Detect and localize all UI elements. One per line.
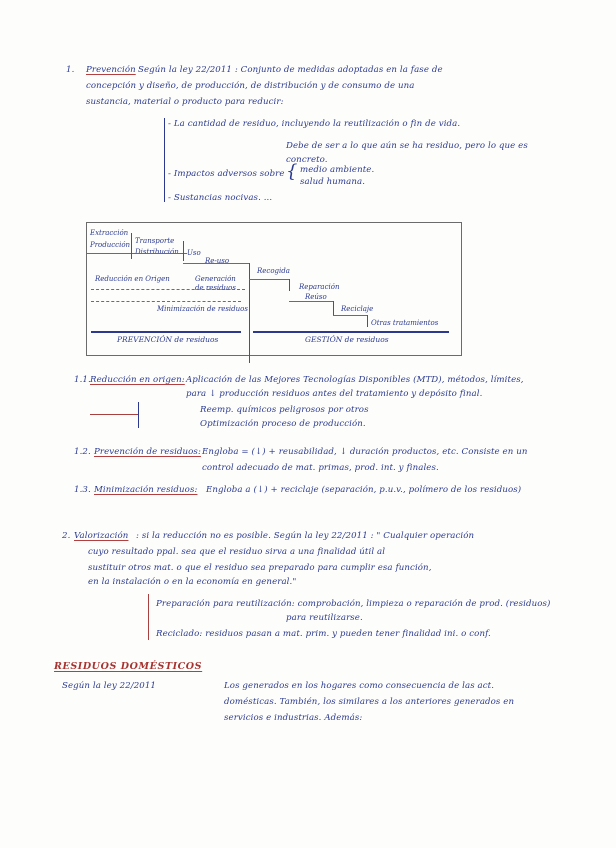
diagram-step-2v bbox=[333, 301, 334, 315]
diagram-label-distribucion: Distribución bbox=[135, 248, 179, 256]
section-3-line-1: Los generados en los hogares como consecuencia de las act. bbox=[224, 681, 495, 691]
section-2-line-1: : si la reducción no es posible. Según la ley 22/2011 : " Cualquier operación bbox=[136, 531, 475, 541]
section-2-bullet-1: Preparación para reutilización: comprobación, limpieza o reparación de prod. (residuos) bbox=[156, 599, 551, 609]
diagram-label-residuos: de residuos bbox=[195, 284, 236, 292]
section-1-3-number: 1.3. bbox=[74, 485, 91, 495]
section-2-number: 2. bbox=[62, 531, 71, 541]
diagram-row-line-1 bbox=[87, 253, 187, 254]
diagram-label-gestion: GESTIÓN de residuos bbox=[305, 335, 389, 344]
section-1-1-line-2: para ↓ producción residuos antes del tratamiento y depósito final. bbox=[186, 389, 483, 399]
section-3-line-3: servicios e industrias. Además: bbox=[224, 713, 363, 723]
diagram-prevention-arrow bbox=[91, 331, 241, 333]
section-1-3-title: Minimización residuos: bbox=[94, 485, 198, 495]
section-1-1-bullet-1: Reemp. químicos peligrosos por otros bbox=[200, 405, 369, 415]
section-1-1-title: Reducción en origen: bbox=[90, 375, 185, 385]
section-3-title: RESIDUOS DOMÉSTICOS bbox=[54, 661, 203, 672]
section-2-line-3: sustituir otros mat. o que el residuo sea preparado para cumplir esa función, bbox=[88, 563, 432, 573]
diagram-label-reduccion: Reducción en Origen bbox=[95, 275, 170, 283]
section-1-1-bullet-2: Optimización proceso de producción. bbox=[200, 419, 366, 429]
diagram-label-minimizacion: Minimización de residuos bbox=[157, 305, 248, 313]
diagram-label-extraccion: Extracción bbox=[90, 229, 129, 237]
section-1-impact-2: salud humana. bbox=[300, 177, 366, 187]
diagram-label-reparacion: Reparación bbox=[299, 283, 340, 291]
diagram-row-line-2 bbox=[183, 263, 249, 264]
diagram-label-uso: Uso bbox=[187, 249, 201, 257]
diagram-label-reciclaje: Reciclaje bbox=[341, 305, 374, 313]
section-1-1-line-1: Aplicación de las Mejores Tecnologías Disponibles (MTD), métodos, límites, bbox=[186, 375, 524, 385]
section-1-2-line-2: control adecuado de mat. primas, prod. int. y finales. bbox=[202, 463, 439, 473]
waste-flow-diagram bbox=[86, 222, 462, 356]
section-1-impact-1: medio ambiente. bbox=[300, 165, 375, 175]
section-1-bullet-2: - Impactos adversos sobre bbox=[168, 169, 285, 179]
section-1-note-2: concreto. bbox=[286, 155, 328, 165]
section-1-2-number: 1.2. bbox=[74, 447, 91, 457]
section-3-ref: Según la ley 22/2011 bbox=[62, 681, 157, 691]
diagram-label-reuso-2: Reúso bbox=[305, 293, 327, 301]
diagram-step-3 bbox=[333, 315, 367, 316]
diagram-divider-2 bbox=[183, 241, 184, 261]
diagram-management-arrow bbox=[253, 331, 449, 333]
section-1-2-line-1: Engloba = (↓) + reusabilidad, ↓ duración productos, etc. Consiste en un bbox=[202, 447, 528, 457]
diagram-label-otros: Otras tratamientos bbox=[371, 319, 439, 327]
diagram-minimization-arrow bbox=[91, 301, 241, 302]
section-1-note-1: Debe de ser a lo que aún se ha residuo, pero lo que es bbox=[286, 141, 528, 151]
section-1-3-line-1: Engloba a (↓) + reciclaje (separación, p.u.v., polímero de los residuos) bbox=[206, 485, 522, 495]
section-1-line-3: sustancia, material o producto para reducir: bbox=[86, 97, 284, 107]
section-1-line-2: concepción y diseño, de producción, de distribución y de consumo de una bbox=[86, 81, 415, 91]
diagram-step-1v bbox=[289, 279, 290, 291]
bracket-line bbox=[164, 118, 165, 202]
section-2-bullet-1b: para reutilizarse. bbox=[286, 613, 363, 623]
section-3-line-2: domésticas. También, los similares a los anteriores generados en bbox=[224, 697, 515, 707]
section-1-1-red-rule bbox=[90, 414, 138, 415]
section-1-line-1: Según la ley 22/2011 : Conjunto de medidas adoptadas en la fase de bbox=[138, 65, 443, 75]
section-1-2-title: Prevención de residuos: bbox=[94, 447, 201, 457]
section-1-bullet-1: - La cantidad de residuo, incluyendo la reutilización o fin de vida. bbox=[168, 119, 461, 129]
section-2-line-2: cuyo resultado ppal. sea que el residuo sirva a una finalidad útil al bbox=[88, 547, 386, 557]
diagram-step-2 bbox=[289, 301, 333, 302]
section-2-line-4: en la instalación o en la economía en general." bbox=[88, 577, 297, 587]
section-1-1-number: 1.1. bbox=[74, 375, 91, 385]
section-1-title: Prevención bbox=[86, 65, 136, 75]
diagram-center-divider bbox=[249, 263, 250, 363]
brace-icon: { bbox=[286, 161, 298, 182]
diagram-label-transporte: Transporte bbox=[135, 237, 175, 245]
diagram-reduction-arrow bbox=[91, 289, 245, 290]
section-1-1-bracket bbox=[138, 402, 139, 428]
diagram-step-1 bbox=[249, 279, 289, 280]
section-2-bullet-2: Reciclado: residuos pasan a mat. prim. y pueden tener finalidad ini. o conf. bbox=[156, 629, 491, 639]
diagram-step-3v bbox=[367, 315, 368, 327]
diagram-label-prevencion: PREVENCIÓN de residuos bbox=[117, 335, 219, 344]
section-1-bullet-3: - Sustancias nocivas. ... bbox=[168, 193, 273, 203]
diagram-divider-1 bbox=[131, 233, 132, 259]
section-2-title: Valorización bbox=[74, 531, 129, 541]
diagram-label-recogida: Recogida bbox=[257, 267, 290, 275]
diagram-label-produccion: Producción bbox=[90, 241, 131, 249]
section-1-number: 1. bbox=[66, 65, 75, 75]
section-2-bracket bbox=[148, 594, 149, 640]
diagram-label-generacion: Generación bbox=[195, 275, 236, 283]
diagram-label-reuso: Re-uso bbox=[205, 257, 230, 265]
